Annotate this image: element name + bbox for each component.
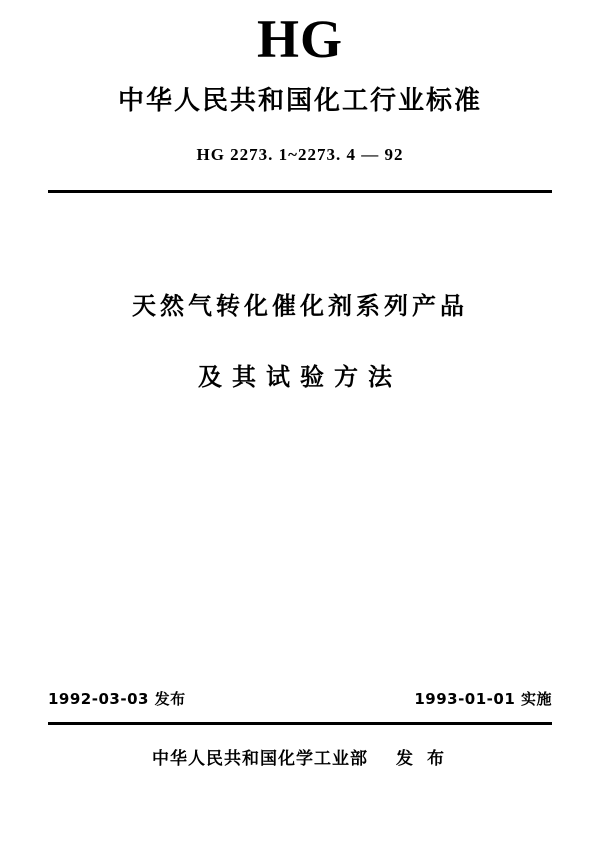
title-line-1: 天然气转化催化剂系列产品	[132, 292, 468, 320]
issue-date: 1992-03-03 发布	[48, 690, 186, 708]
publisher-name: 中华人民共和国化学工业部	[152, 749, 369, 769]
date-row	[48, 688, 552, 709]
standard-number: HG 2273. 1~2273. 4 — 92	[196, 145, 404, 164]
hg-logo: HG	[256, 9, 343, 69]
publisher-line	[0, 744, 600, 769]
title-line-2: 及其试验方法	[198, 362, 402, 391]
document-title	[0, 292, 600, 392]
effective-date: 1993-01-01 实施	[414, 690, 552, 708]
issuing-organization-line: 中华人民共和国化工行业标准	[117, 86, 482, 116]
footer-divider-rule	[48, 722, 552, 725]
publisher-verb: 发 布	[396, 749, 448, 769]
header-divider-rule	[48, 190, 552, 193]
